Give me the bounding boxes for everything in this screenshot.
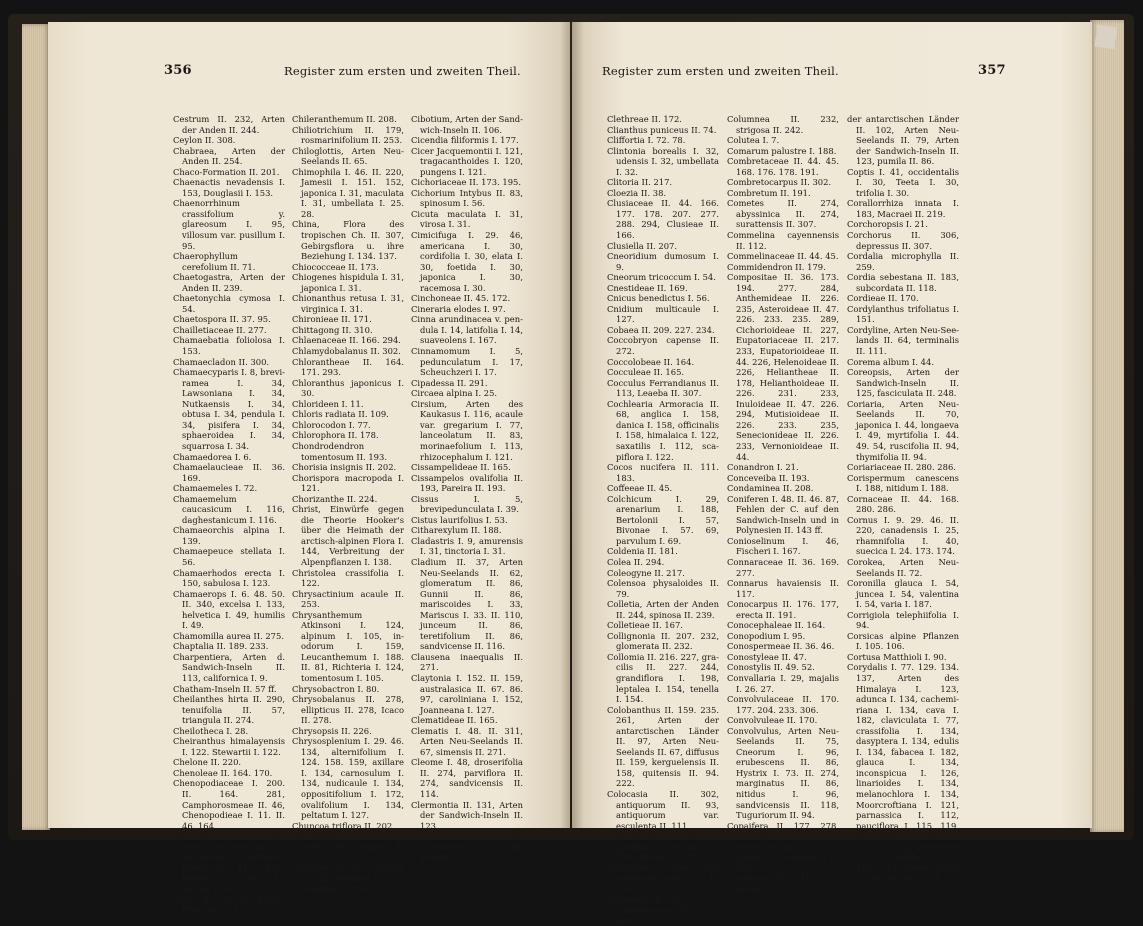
index-entry: Chlorophora II. 178. (292, 430, 379, 441)
running-head: Register zum ersten und zweiten Theil. (602, 64, 839, 78)
right-page-edges (1090, 20, 1124, 832)
index-entry: Chaenorrhinum crassifolium y. glareosum I. 95, villosum var. pusillum I. 95. (173, 198, 285, 251)
index-entry: Chelone II. 220. (173, 757, 242, 768)
index-entry: Cinna arundinacea v. pendula I. 14, latifolia I. 14, suaveolens I. 167. (411, 314, 523, 346)
index-entry: Coffeeae II. 45. (607, 483, 673, 494)
index-entry: Chaco-Formation II. 201. (173, 166, 280, 177)
index-entry: Conioselinum I. 46, Fischeri I. 167. (727, 535, 839, 557)
left-page (48, 22, 570, 916)
index-entry: Charpentiera, Arten d. Sandwich-Inseln II. 113, californica I. 9. (173, 651, 285, 683)
index-entry: Combretocarpus II. 302. (727, 177, 832, 188)
index-entry: Chorispora macropoda I. 121. (292, 472, 404, 494)
index-entry: Coprosma II. 131. 135, Arten (727, 873, 839, 894)
index-entry: Cliffortia I. 72. 78. (607, 135, 686, 146)
index-entry: Chile II. 260 ff., fossile Pflanzen II. 11. (173, 894, 285, 916)
index-entry: China, Flora des tropischen Ch. II. 307, Gebirgsflora u. ihre Beziehung I. 134. 137. (292, 219, 404, 262)
index-entry: Colletieae II. 167. (607, 620, 683, 631)
index-entry: Convolvulaceae II. 170. 177. 204. 233. 306. (727, 694, 839, 715)
index-entry: Chamaeorchis alpina I. 139. (173, 525, 285, 546)
index-entry: Convolvuleae II. 170. (727, 715, 818, 726)
right-page-header (600, 63, 1006, 82)
index-column (292, 114, 404, 894)
index-entry: Conostylis II. 49. 52. (727, 662, 815, 673)
index-entry: Chamomilla aurea II. 275. (173, 630, 285, 641)
index-entry: Clintonia borealis I. 32, udensis I. 32, umbellata I. 32. (607, 145, 719, 177)
index-entry: Colletia, Arten der Anden II. 244, spinosa II. 239. (607, 599, 719, 620)
index-entry: Chlaenaceae II. 166. 294. (292, 335, 401, 346)
index-entry: Corema album I. 44. (847, 356, 934, 367)
index-entry: Cinchoneae II. 45. 172. (411, 293, 511, 304)
index-entry: Chenopodiaceae I. 200. II. 164. 281, Camphorosmeae II. 46, Chenopodieae I. 11. II. 46. 164. (173, 778, 285, 831)
index-entry: Chionanthus retusa I. 31, virginica I. 31. (292, 293, 404, 314)
index-entry: Citharexylum II. 188. (411, 525, 502, 536)
index-entry: Corchoropsis I. 21. (847, 219, 928, 230)
index-entry: Chaptalia II. 189. 233. (173, 641, 269, 652)
running-head: Register zum ersten und zweiten Theil. (284, 64, 521, 78)
index-entry: Cometes II. 274, abyssinica II. 274, surattensis II. 307. (727, 198, 839, 230)
index-entry: Cirsium, Arten des Kaukasus I. 116, acaule var. gregarium I. 77, lanceolatum II. 83, morinaefolium I. 113, rhizocephalum I. 121. (411, 398, 523, 462)
index-entry: Cnestideae II. 169. (607, 282, 688, 293)
index-entry: Convallaria I. 29, majalis I. 26. 27. (727, 672, 839, 694)
index-entry: Cordyline, Arten Neu-Seelands II. 64, terminalis II. 111. (847, 324, 960, 357)
index-entry: Colensoa physaloides II. 79. (607, 578, 719, 599)
index-entry: Chloris radiata II. 109. (292, 409, 389, 420)
index-entry: Cordia sebestana II. 183, subcordata II. 118. (847, 272, 959, 293)
index-entry: Clausena inaequalis II. 271. (411, 651, 523, 673)
index-entry: Coriaria, Arten Neu-Seelands II. 70, japonica I. 44, longaeva I. 49, myrtifolia I. 44. 49. 54, ruscifolia II. 94, thymifolia II. 94. (847, 398, 959, 462)
index-entry: Colpodium altaicum I. 128, Steveni I. 117. (607, 841, 719, 863)
index-entry: Chaerophyllum cerefolium II. 71. (173, 251, 256, 272)
index-entry: Chaetonychia cymosa I. 54. (173, 293, 285, 314)
index-entry: Cissus I. 5, brevipedunculata I. 39. (411, 493, 523, 515)
index-entry: Columellia II. 209. (607, 894, 686, 905)
index-entry: Convolvulus, Arten Neu-Seelands II. 75, Cneorum I. 96, erubescens II. 86, Hystrix I. 73. II. 274, marginatus II. 86, nitidus I. 96, sandvicensis II. 118, Tuguriorum II. 94. (727, 725, 839, 821)
index-entry: Cheilotheca I. 28. (173, 725, 249, 736)
index-entry: Clethra I. 9. II. 220, acuminata I. 149, arborea I. 72. (411, 831, 523, 863)
index-entry: Coleogyne II. 217. (607, 567, 685, 578)
index-entry: Cornaceae II. 44. 168. 280. 286. (847, 493, 959, 515)
index-entry: Cordylanthus trifoliatus I. 151. (847, 303, 959, 325)
index-entry: Chileranthemum II. 208. (292, 114, 397, 124)
index-entry: Cocculus Ferrandianus II. 113, Leaeba II. 307. (607, 377, 719, 399)
index-entry: Chondrodendron tomentosum II. 193. (292, 440, 387, 462)
index-entry: Corrigiola telephiifolia I. 94. (847, 609, 959, 631)
index-entry: Colea II. 294. (607, 556, 665, 567)
index-entry: Clitoria II. 217. (607, 177, 673, 188)
index-entry: Condaminea II. 208. (727, 483, 814, 494)
index-entry: Chrysosplenium I. 29. 46. 134, alternifolium I. 124. 158. 159, axillare I. 134, carnosulum I. 134, nudicaule I. 134, oppositifolium I. 172, ovalifolium I. 134, peltatum I. 127. (292, 736, 404, 821)
index-entry: Chamaepeuce stellata I. 56. (173, 546, 285, 567)
index-entry: Cochlearia Armoracia II. 68, anglica I. 158, danica I. 158, officinalis I. 158, himalaica I. 122, saxatilis I. 112, scapiflora I. 122. (607, 398, 719, 462)
index-entry: Commelina cayennensis II. 112. (727, 230, 839, 251)
index-entry: Conandron I. 21. (727, 462, 799, 473)
index-entry: Collignonia II. 207. 232, glomerata II. 232. (607, 630, 719, 652)
index-entry: Coriariaceae II. 280. 286. (847, 462, 956, 473)
index-entry: Chlamydobalanus II. 302. (292, 346, 401, 357)
index-entry: Cobaea II. 209. 227. 234. (607, 324, 715, 335)
index-entry: Chaenactis nevadensis I. 153, Douglasii I. 153. (173, 177, 285, 198)
index-entry: Collomia II. 216. 227, gracilis II. 227. 244, grandiflora I. 198, leptalea I. 154, tenella I. 154. (607, 651, 719, 705)
index-entry: Colobanthus II. 159. 235. 261, Arten der antarctischen Länder II. 97, Arten Neu-Seelands II. 67, diffusus II. 159, kerguelensis II. 158, quitensis II. 94. 222. (607, 704, 719, 789)
index-entry: Chiococceae II. 173. (292, 261, 379, 272)
index-entry: Coreopsis, Arten der Sandwich-Inseln II. 125, fasciculata II. 248. (847, 367, 959, 399)
index-entry: Cloezia II. 38. (607, 187, 667, 198)
index-entry: Connaraceae II. 36. 169. 277. (727, 556, 839, 578)
index-entry: Cicuta maculata I. 31, virosa I. 31. (411, 208, 523, 230)
index-entry: Clusiella II. 207. (607, 240, 678, 251)
index-entry: Combretaceae II. 44. 45. 168. 176. 178. 191. (727, 156, 839, 177)
right-page (572, 22, 1092, 926)
index-entry: Combretum II. 191. (727, 187, 811, 198)
index-entry: Chailletiaceae II. 277. (173, 324, 267, 335)
index-entry: Clematideae II. 165. (411, 715, 498, 726)
index-entry: Conceveiba II. 193. (727, 472, 810, 483)
index-entry: Corydalis I. 77. 129. 134. 137, Arten des Himalaya I. 123, adunca I. 134, cachemiriana I. 134, cava I. 182, claviculata I. 77, crassifolia I. 134, dasyptera I. 134, edulis I. 134, fabacea I. 182, glauca I. 134, inconspicua I. 126, linarioides I. 134, melanochlora I. 134, Moorcroftiana I. 121, parnassica I. 112, pauciflora I. 115. 119, polygalina I. 134, ramosa I. 134, Semenowi I. 134, solida I. 111. 112. 143, streptocarpa I. 134, stricta I. 134. (847, 662, 959, 884)
index-entry: Chittagong II. 310. (292, 324, 373, 335)
index-entry: Chamaerops I. 6. 48. 50. II. 340, excelsa I. 133, helvetica I. 49, humilis I. 49. (173, 588, 285, 631)
index-entry: Coccolobeae II. 164. (607, 356, 695, 367)
index-entry: Chamaemeles I. 72. (173, 483, 258, 494)
index-entry: Cicendia filiformis I. 177. (411, 135, 519, 146)
index-entry: Corallorrhiza innata I. 183, Macraei II. 219. (847, 198, 959, 219)
index-entry: Cnicus benedictus I. 56. (607, 293, 710, 304)
index-entry: Coronilla glauca I. 54, juncea I. 54, valentina I. 54, varia I. 187. (847, 578, 959, 610)
index-entry: Coniferen I. 48. II. 46. 87, Fehlen der C. auf den Sandwich-Inseln und in Polynesien II. 143 ff. (727, 493, 839, 536)
index-entry: Cinnamomum I. 5, pedunculatum I. 17, Scheuchzeri I. 17. (411, 346, 523, 378)
index-entry: Chiliotrichium II. 179, rosmarinifolium II. 253. (292, 124, 404, 146)
index-entry: Chamaerhodos erecta I. 150, sabulosa I. 123. (173, 567, 285, 589)
index-entry: Cneorum tricoccum I. 54. (607, 272, 716, 283)
index-entry: Chorizanthe II. 224. (292, 493, 378, 504)
index-entry: Compositae II. 36. 173. 194. 277. 284, Anthemideae II. 226. 235, Asteroideae II. 47. 226. 233. 235. 289, Cichorioideae II. 227, Eupatoriaceae II. 217. 233, Eupatorioideae II. 44. 226, Helenoideae II. 226, Heliantheae II. 178, Helianthoideae II. 226. 231. 233, Inuloideae II. 47. 226. 294, Mutisioideae II. 226. 233. 235, Senecionideae II. 226. 233, Vernonioideae II. 44. (727, 272, 839, 462)
index-entry: Clusiaceae II. 44. 166. 177. 178. 207. 277. 288. 294, Clusieae II. 166. (607, 198, 719, 241)
index-entry: Coptis I. 41, occidentalis I. 30, Teeta I. 30, trifolia I. 30. (847, 166, 959, 198)
index-entry: Chaetogastra, Arten der Anden II. 239. (173, 272, 285, 293)
index-entry: Colocasia II. 302, antiquorum II. 93, antiquorum var. esculenta II. 111. (607, 789, 719, 831)
index-column (173, 114, 285, 916)
index-entry: Cortusa Matthioli I. 90. (847, 651, 947, 662)
index-entry: Chlorocodon I. 77. (292, 419, 371, 430)
index-entry: Corsicas alpine Pflanzen I. 105. 106. (847, 630, 959, 652)
index-entry: Chamaebatia foliolosa I. 153. (173, 335, 285, 357)
index-entry: Chiogenes hispidula I. 31, japonica I. 31. (292, 272, 404, 293)
index-entry: Chatham-Inseln II. 57 ff. (173, 683, 277, 694)
index-entry: Coccobryon capense II. 272. (607, 335, 719, 357)
index-entry: Cheiranthus himalayensis I. 122. Stewartii I. 122. (173, 736, 285, 757)
index-entry: Columnea II. 232, strigosa II. 242. (727, 114, 839, 135)
index-entry: Coldenia II. 181. (607, 546, 678, 557)
index-entry: Conocarpus II. 176. 177, erecta II. 191. (727, 599, 839, 620)
index-entry: Cocculeae II. 165. (607, 367, 685, 378)
index-entry: Chamaecyparis I. 8, breviramea I. 34, Lawsoniana I. 34, Nutkaensis I. 34, obtusa I. 34, pendula I. 34, pisifera I. 34, sphaeroidea I. 34, squarrosa I. 34. (173, 367, 285, 451)
index-entry: Conopodium I. 95. (727, 630, 806, 641)
index-entry: Chloranthus japonicus I. 30. (292, 377, 404, 399)
index-entry: Cipadessa II. 291. (411, 377, 488, 388)
index-entry: Clermontia II. 131, Arten der Sandwich-Inseln II. 123. (411, 799, 523, 831)
index-entry: Cladastris I. 9, amurensis I. 31, tinctoria I. 31. (411, 535, 523, 557)
index-entry: Chuquiragua II. 233, Arten der Anden II. 253. (292, 831, 404, 863)
index-entry: Chusquea II. 232, aristata II. 232, Fendleri II. 232, Muelleri II. 220. (292, 862, 404, 894)
index-entry: Cneoridium dumosum I. 9. (607, 251, 719, 272)
index-entry: Circaea alpina I. 25. (411, 388, 498, 399)
index-entry: Cheilanthes hirta II. 290, tenuifolia II. 57, triangula II. 274. (173, 694, 285, 726)
index-entry: Christolea crassifolia I. 122. (292, 567, 404, 589)
index-entry: Conospermeae II. 36. 46. (727, 641, 835, 652)
index-entry: Cissampelideae II. 165. (411, 462, 511, 473)
index-entry: Chabraea, Arten der Anden II. 254. (173, 145, 285, 167)
left-page-edges (22, 24, 50, 830)
index-entry: der antarctischen Länder II. 102, Arten Neu-Seelands II. 79, Arten der Sandwich-Inseln II. 123, pumila II. 86. (847, 114, 959, 167)
index-entry: Colutea I. 7. (727, 135, 780, 146)
index-entry: Cissampelos ovalifolia II. 193, Pareira II. 193. (411, 472, 523, 494)
index-entry: Chamaedorea I. 6. (173, 451, 252, 462)
index-entry: Corokea, Arten Neu-Seelands II. 72. (847, 556, 959, 578)
index-entry: Comarum palustre I. 188. (727, 145, 837, 156)
index-column (607, 114, 719, 926)
index-entry: Clianthus puniceus II. 74. (607, 124, 717, 135)
index-entry: Chamaemelum caucasicum I. 116, daghestanicum I. 116. (173, 493, 285, 525)
index-entry: Chloranthеae II. 164. 171. 293. (292, 356, 404, 378)
index-entry: Cladium II. 37, Arten Neu-Seelands II. 62, glomeratum II. 86, Gunnii II. 86, mariscoides I. 33, Mariscus I. 33. II. 110, junceum II. 86, teretifolium II. 86, sandvicense II. 116. (411, 556, 523, 652)
index-entry: Colchicum I. 29, arenarium I. 188, Bertolonii I. 57, Bivonae I. 57. 69, parvulum I. 69. (607, 493, 719, 546)
page-tab (1095, 25, 1118, 50)
index-entry: Cordieae II. 170. (847, 293, 919, 304)
index-entry: Cichorium Intybus II. 83, spinosum I. 56. (411, 187, 523, 209)
index-entry: Clethreae II. 172. (607, 114, 682, 124)
index-entry: Cordalia microphylla II. 259. (847, 251, 959, 272)
index-entry: Conostyleae II. 47. (727, 651, 807, 662)
index-entry: Cornus I. 9. 29. 46. II. 220, canadensis I. 25, rhamnifolia I. 40, suecica I. 24. 173. 174. (847, 514, 959, 557)
index-entry: Chamaelauciеae II. 36. 169. (173, 462, 285, 483)
index-entry: Cleome I. 48, droserifolia II. 274, parviflora II. 274, sandvicensis II. 114. (411, 757, 523, 799)
index-entry: Chrysobalanus II. 278, ellipticus II. 278, Icaco II. 278. (292, 694, 404, 726)
index-entry: Clematis I. 48. II. 311, Arten Neu-Seelands II. 67, simensis II. 271. (411, 725, 523, 757)
index-entry: Cibotium, Arten der Sandwich-Inseln II. 106. (411, 114, 523, 135)
index-entry: Cocos nucifera II. 111. 183. (607, 462, 719, 483)
index-entry: Cistus laurifolius I. 53. (411, 514, 508, 525)
page-number: 356 (164, 63, 192, 78)
index-entry: Chironieae II. 171. (292, 314, 372, 325)
index-entry: Chrysobactron I. 80. (292, 683, 380, 694)
index-entry: Corispermum canescens I. 188, nitidum I. 188. (847, 472, 959, 494)
index-entry: Colocasioideae II. 302. (607, 831, 705, 842)
index-entry: Cnidium multicaule I. 127. (607, 303, 719, 325)
index-entry: Cestrum II. 232, Arten der Anden II. 244. (173, 114, 285, 135)
index-entry: Commelinaceae II. 44. 45. (727, 251, 839, 262)
index-entry: Cineraria elodes I. 97. (411, 303, 506, 314)
index-entry: Colubrina, Arten der Sandwich-Inseln II. 116. (607, 862, 719, 894)
index-column (847, 114, 959, 884)
index-entry: Chimophila I. 46. II. 220, Jamesii I. 151. 152, japonica I. 31, maculata I. 31, umbellata I. 25. 28. (292, 166, 404, 219)
index-entry: Commidendron II. 179. (727, 261, 826, 272)
index-entry: Corchorus II. 306, depressus II. 307. (847, 230, 959, 251)
index-entry: Cicer Jacquemontii I. 121, tragacanthoides I. 120, pungens I. 121. (411, 145, 523, 177)
index-entry: Chrysanthemum Atkinsoni I. 124, alpinum I. 105, inodorum I. 159, Leucanthemum I. 188. II. 81, Richteria I. 124, tomentosum I. 105. (292, 609, 404, 683)
index-entry: Chaetospora II. 37. 95. (173, 314, 271, 325)
left-page-header (164, 63, 572, 82)
index-entry: Chrysopsis II. 226. (292, 725, 372, 736)
index-entry: Claytonia I. 152. II. 159, australasica II. 67. 86. 97, caroliniana I. 152, Joanneana I. 127. (411, 672, 523, 715)
index-entry: Chenoleae II. 164. 170. (173, 767, 273, 778)
index-entry: Cichoriaceae II. 173. 195. (411, 177, 522, 188)
index-column (411, 114, 523, 863)
index-entry: Chuncoa triflora II. 202. (292, 820, 395, 831)
index-entry: Chorisia insignis II. 202. (292, 462, 397, 473)
index-entry: Christ, Einwürfe gegen die Theorie Hooker's über die Heimath der arctisch-alpinen Flora I. 144, Verbreitung der Alpenpflanzen I. 138. (292, 504, 404, 567)
index-entry: Ceylon II. 308. (173, 135, 236, 146)
index-entry: Chamaecladon II. 300. (173, 356, 270, 367)
index-entry: Connarus havaiensis II. 117. (727, 578, 839, 599)
page-number: 357 (978, 63, 1006, 78)
index-column (727, 114, 839, 894)
index-entry: Copaifera II. 177. 278, coleosperma II. 278, hymenaeifolia II. 278. (727, 820, 839, 852)
index-entry: Chenopodium I. 199, Arten Neu-Seelands II. 66, Arten d. Sandwich-Inseln II. 113, Bon. Henricus I. 200, foliosum I. 199. (173, 831, 285, 894)
index-entry: Chlorideen I. 11. (292, 398, 364, 409)
index-entry: Chrysactinium acaule II. 253. (292, 588, 404, 610)
index-entry: Conocephaleae II. 164. (727, 620, 826, 631)
index-entry: Cimicifuga I. 29. 46, americana I. 30, cordifolia I. 30, elata I. 30, foetida I. 30, japonica I. 30, racemosa I. 30. (411, 230, 523, 293)
index-entry: Columelliaceae II. 171. 208. (607, 905, 719, 926)
index-entry: Copernicia cerifera II. 201. (727, 852, 839, 873)
index-entry: Chiloglottis, Arten Neu-Seelands II. 65. (292, 145, 404, 167)
